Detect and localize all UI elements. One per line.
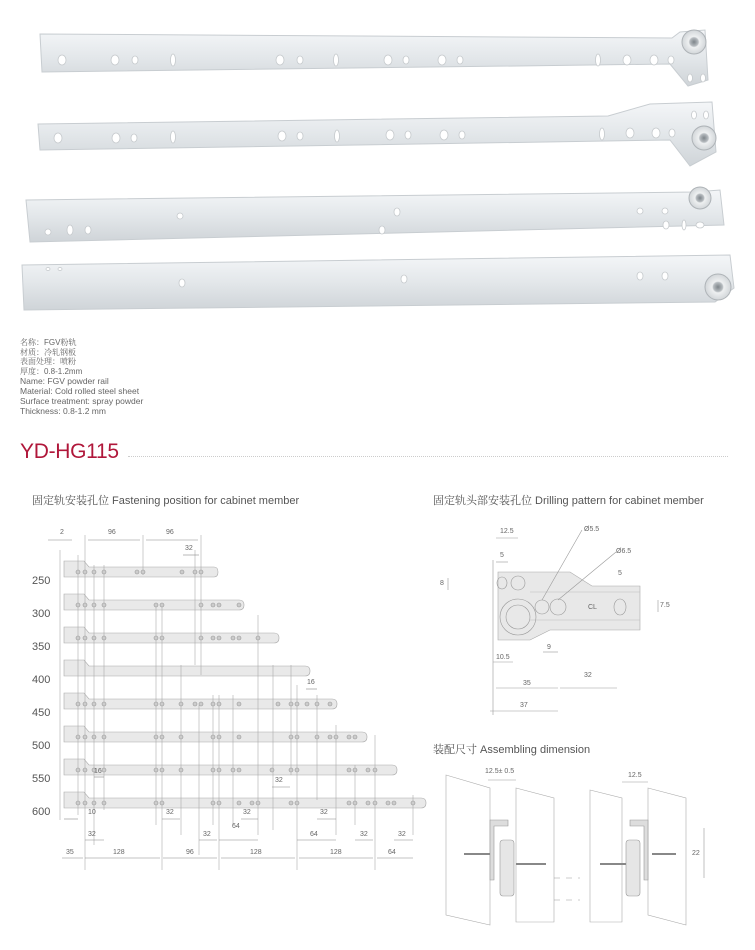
rail-3	[26, 187, 724, 242]
dim-32-r2a: 32	[88, 831, 96, 838]
dim-96-a: 96	[108, 529, 116, 536]
assembling-dim-right: 12.5	[628, 772, 642, 779]
drill-dim-10-5: 10.5	[496, 654, 510, 661]
drill-dim-5-b: 5	[618, 570, 622, 577]
assembling-title: 装配尺寸 Assembling dimension	[433, 744, 591, 756]
rail-1	[40, 30, 708, 86]
length-450: 450	[32, 707, 51, 719]
dim-96-bottom: 96	[186, 849, 194, 856]
product-photos	[0, 20, 755, 320]
spec-en-surface: Surface treatment: spray powder	[20, 396, 144, 406]
rail-4	[22, 255, 734, 310]
spec-cn-name: 名称：FGV粉轨	[20, 338, 77, 347]
drill-dim-7-5: 7.5	[660, 602, 670, 609]
length-500: 500	[32, 740, 51, 752]
dim-32-r2d: 32	[398, 831, 406, 838]
rail-profiles	[64, 561, 426, 808]
dim-64-r2: 64	[310, 831, 318, 838]
dim-10: 10	[88, 809, 96, 816]
rail-length-labels	[32, 565, 50, 829]
rail-2	[38, 102, 716, 166]
dim-35: 35	[66, 849, 74, 856]
spec-en-thickness: Thickness: 0.8-1.2 mm	[20, 406, 106, 416]
heading-divider	[128, 456, 728, 457]
assembling-diagram	[430, 760, 750, 945]
drill-dim-8: 8	[440, 580, 444, 587]
drill-centerline-label: CL	[588, 604, 597, 611]
dim-16-a: 16	[307, 679, 315, 686]
drill-dim-5-a: 5	[500, 552, 504, 559]
assembling-dim-height: 22	[692, 850, 700, 857]
length-400: 400	[32, 674, 51, 686]
drilling-diagram	[430, 520, 680, 720]
dim-32-r1c: 32	[320, 809, 328, 816]
dim-128-c: 128	[330, 849, 342, 856]
spec-cn-surface: 表面处理：喷粉	[20, 357, 76, 366]
drill-dim-32: 32	[584, 672, 592, 679]
dim-128-b: 128	[250, 849, 262, 856]
spec-cn-thickness: 厚度：0.8-1.2mm	[20, 366, 83, 376]
drill-dim-37: 37	[520, 702, 528, 709]
length-550: 550	[32, 773, 51, 785]
drill-dim-9: 9	[547, 644, 551, 651]
dim-32-top: 32	[185, 545, 193, 552]
dim-96-b: 96	[166, 529, 174, 536]
rail-photos-illustration	[0, 20, 755, 320]
dim-32-r2b: 32	[203, 831, 211, 838]
drilling-title: 固定轨头部安装孔位 Drilling pattern for cabinet member	[433, 495, 704, 507]
drill-dim-d6-5: Ø6.5	[616, 548, 632, 555]
dim-64-bottom: 64	[388, 849, 396, 856]
product-specs	[20, 338, 143, 416]
drill-dim-35: 35	[523, 680, 531, 687]
dim-64-r1: 64	[232, 823, 240, 830]
dim-128-a: 128	[113, 849, 125, 856]
drill-dim-12-5: 12.5	[500, 528, 514, 535]
dim-32-r2c: 32	[360, 831, 368, 838]
length-350: 350	[32, 641, 51, 653]
fastening-title: 固定轨安装孔位 Fastening position for cabinet member	[32, 495, 300, 507]
drill-dim-d5-5: Ø5.5	[584, 526, 600, 533]
length-600: 600	[32, 806, 51, 818]
model-code: YD-HG115	[20, 440, 119, 463]
dim-32-mid: 32	[275, 777, 283, 784]
spec-en-name: Name: FGV powder rail	[20, 376, 109, 386]
length-300: 300	[32, 608, 51, 620]
spec-en-material: Material: Cold rolled steel sheet	[20, 386, 140, 396]
dim-16-b: 16	[94, 768, 102, 775]
spec-cn-material: 材质：冷轧钢板	[20, 347, 76, 357]
dim-32-r1a: 32	[166, 809, 174, 816]
length-250: 250	[32, 575, 51, 587]
fastening-diagram	[0, 525, 430, 885]
dim-32-r1b: 32	[243, 809, 251, 816]
dim-2: 2	[60, 529, 64, 536]
assembling-dim-left: 12.5± 0.5	[485, 768, 515, 775]
